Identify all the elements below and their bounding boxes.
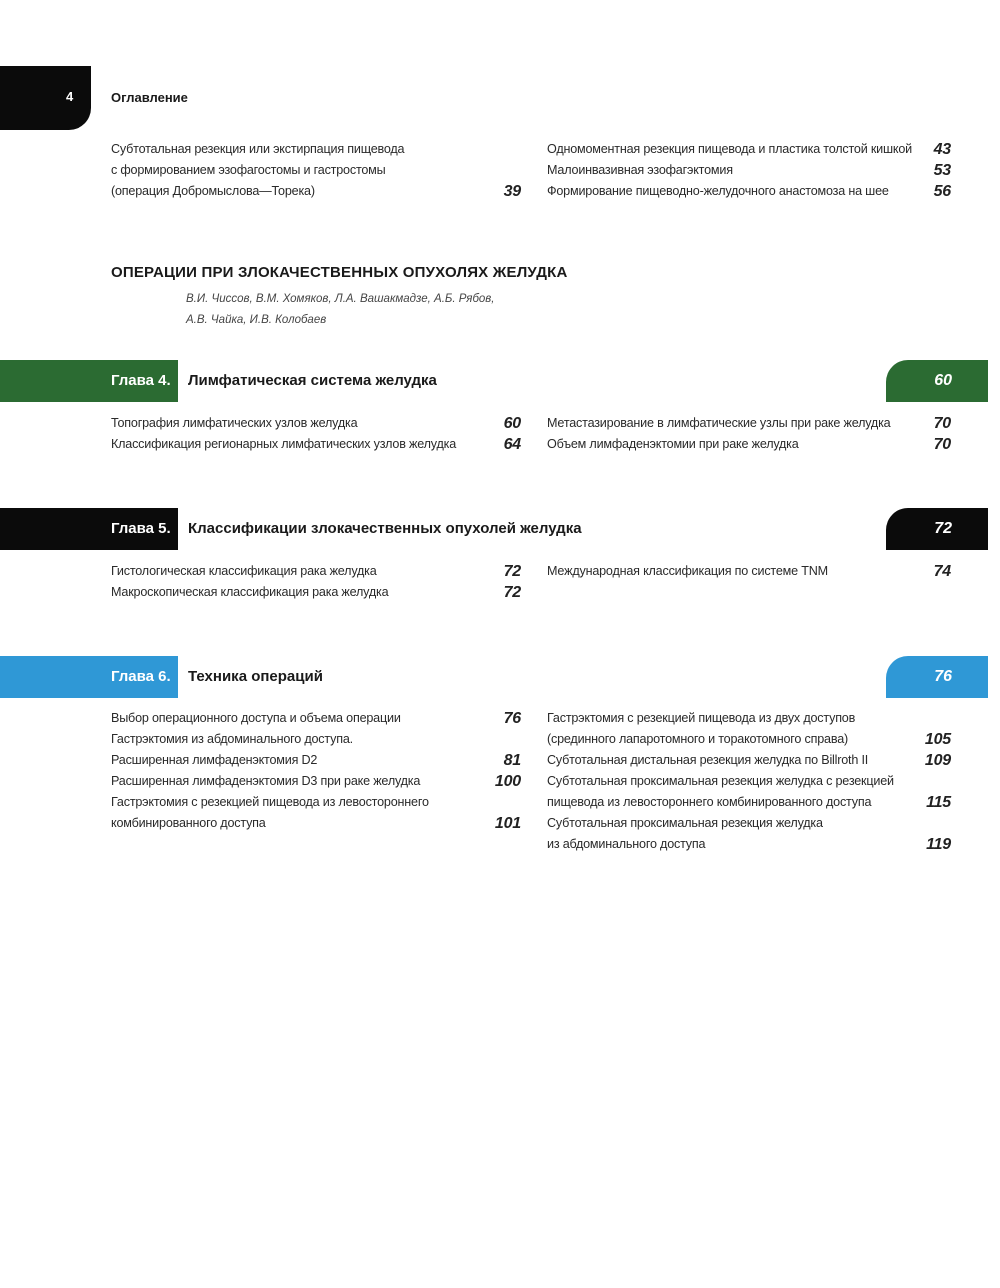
authors-line: А.В. Чайка, И.В. Колобаев [186, 314, 327, 326]
toc-entry-text: Гастрэктомия с резекцией пищевода из двух доступов [547, 711, 856, 725]
toc-entry[interactable] [547, 413, 951, 434]
toc-entry[interactable] [111, 708, 521, 729]
chapter-5-right-column [547, 561, 951, 582]
chapter-title[interactable]: Классификации злокачественных опухолей желудка [188, 520, 582, 537]
chapter-label: Глава 5. [111, 520, 171, 537]
section-title: ОПЕРАЦИИ ПРИ ЗЛОКАЧЕСТВЕННЫХ ОПУХОЛЯХ ЖЕЛУДКА [111, 264, 568, 281]
toc-page-number: 74 [933, 563, 951, 580]
toc-entry-text: Выбор операционного доступа и объема операции [111, 711, 401, 725]
toc-entry[interactable] [547, 434, 951, 455]
chapter-page-tab [886, 656, 988, 698]
toc-entry[interactable] [111, 434, 521, 455]
chapter-6-left-column [111, 708, 521, 834]
toc-page-number: 76 [503, 710, 521, 727]
toc-entry-text: Классификация регионарных лимфатических узлов желудка [111, 437, 457, 451]
toc-page-number: 64 [503, 436, 521, 453]
toc-entry-text: пищевода из левостороннего комбинированного доступа [547, 795, 872, 809]
running-head: Оглавление [111, 90, 188, 105]
toc-entry-text: Формирование пищеводно-желудочного анастомоза на шее [547, 184, 889, 198]
toc-entry[interactable] [547, 708, 951, 750]
toc-page-number: 101 [494, 815, 521, 832]
toc-entry[interactable] [547, 160, 951, 181]
toc-entry[interactable] [111, 792, 521, 834]
toc-page-number: 115 [926, 794, 951, 811]
toc-entry[interactable] [111, 582, 521, 603]
toc-entry[interactable] [111, 139, 521, 202]
chapter-page-tab [886, 360, 988, 402]
toc-page-number: 39 [503, 183, 521, 200]
toc-entry[interactable] [111, 771, 521, 792]
chapter-6-right-column [547, 708, 951, 855]
chapter-page-number: 60 [934, 372, 952, 389]
chapter-6-bar [0, 656, 1000, 698]
page-number: 4 [66, 89, 74, 104]
toc-entry-text: из абдоминального доступа [547, 837, 706, 851]
toc-entry-text: Субтотальная проксимальная резекция желудка [547, 816, 823, 830]
chapter-page-number: 72 [934, 520, 952, 537]
toc-entry-text: комбинированного доступа [111, 816, 266, 830]
toc-entry[interactable] [547, 561, 951, 582]
chapter-4-right-column [547, 413, 951, 455]
chapter-title[interactable]: Лимфатическая система желудка [188, 372, 437, 389]
toc-entry-text: Макроскопическая классификация рака желудка [111, 585, 389, 599]
toc-entry[interactable] [111, 561, 521, 582]
toc-entry[interactable] [547, 139, 951, 160]
toc-page-number: 72 [503, 584, 521, 601]
toc-entry-text: Субтотальная дистальная резекция желудка по Billroth II [547, 753, 869, 767]
toc-entry-text: Объем лимфаденэктомии при раке желудка [547, 437, 799, 451]
chapter-label: Глава 6. [111, 668, 171, 685]
toc-page-number: 70 [933, 415, 951, 432]
toc-page-number: 105 [924, 731, 951, 748]
toc-page-number: 109 [924, 752, 951, 769]
toc-entry-text: (срединного лапаротомного и торакотомного справа) [547, 732, 849, 746]
chapter-4-left-column [111, 413, 521, 455]
toc-page-number: 70 [933, 436, 951, 453]
section-authors [186, 289, 495, 331]
toc-entry-text: Гастрэктомия из абдоминального доступа. [111, 732, 353, 746]
chapter-title[interactable]: Техника операций [188, 668, 323, 685]
authors-line: В.И. Чиссов, В.М. Хомяков, Л.А. Вашакмадзе, А.Б. Рябов, [186, 293, 495, 305]
toc-entry-text: Малоинвазивная эзофагэктомия [547, 163, 733, 177]
chapter-label: Глава 4. [111, 372, 171, 389]
toc-entry[interactable] [111, 413, 521, 434]
toc-entry-text: Расширенная лимфаденэктомия D2 [111, 753, 318, 767]
toc-entry-text: с формированием эзофагостомы и гастростомы [111, 163, 386, 177]
chapter-page-number: 76 [934, 668, 952, 685]
toc-page-number: 53 [933, 162, 951, 179]
toc-page-number: 72 [503, 563, 521, 580]
toc-entry-text: Международная классификация по системе TNM [547, 564, 828, 578]
toc-entry-text: Субтотальная резекция или экстирпация пищевода [111, 142, 405, 156]
toc-entry-text: (операция Добромыслова—Торека) [111, 184, 315, 198]
toc-entry[interactable] [547, 771, 951, 813]
toc-entry-text: Гистологическая классификация рака желудка [111, 564, 377, 578]
toc-entry-text: Одномоментная резекция пищевода и пластика толстой кишкой [547, 142, 912, 156]
toc-page-number: 43 [933, 141, 951, 158]
chapter-4-bar [0, 360, 1000, 402]
toc-entry[interactable] [547, 750, 951, 771]
toc-entry[interactable] [547, 181, 951, 202]
toc-page-number: 56 [933, 183, 951, 200]
toc-entry[interactable] [111, 729, 521, 750]
toc-page-number: 60 [503, 415, 521, 432]
toc-entry-text: Расширенная лимфаденэктомия D3 при раке желудка [111, 774, 421, 788]
page-number-tab [0, 66, 91, 130]
toc-page-number: 119 [926, 836, 951, 853]
toc-entry-text: Гастрэктомия с резекцией пищевода из левостороннего [111, 795, 429, 809]
chapter-5-bar [0, 508, 1000, 550]
toc-page-number: 100 [494, 773, 521, 790]
intro-left-column [111, 139, 521, 202]
toc-entry[interactable] [111, 750, 521, 771]
toc-entry-text: Метастазирование в лимфатические узлы при раке желудка [547, 416, 891, 430]
toc-page-number: 81 [503, 752, 521, 769]
toc-entry-text: Субтотальная проксимальная резекция желудка с резекцией [547, 774, 894, 788]
intro-right-column [547, 139, 951, 202]
chapter-5-left-column [111, 561, 521, 603]
chapter-page-tab [886, 508, 988, 550]
toc-entry-text: Топография лимфатических узлов желудка [111, 416, 358, 430]
toc-entry[interactable] [547, 813, 951, 855]
